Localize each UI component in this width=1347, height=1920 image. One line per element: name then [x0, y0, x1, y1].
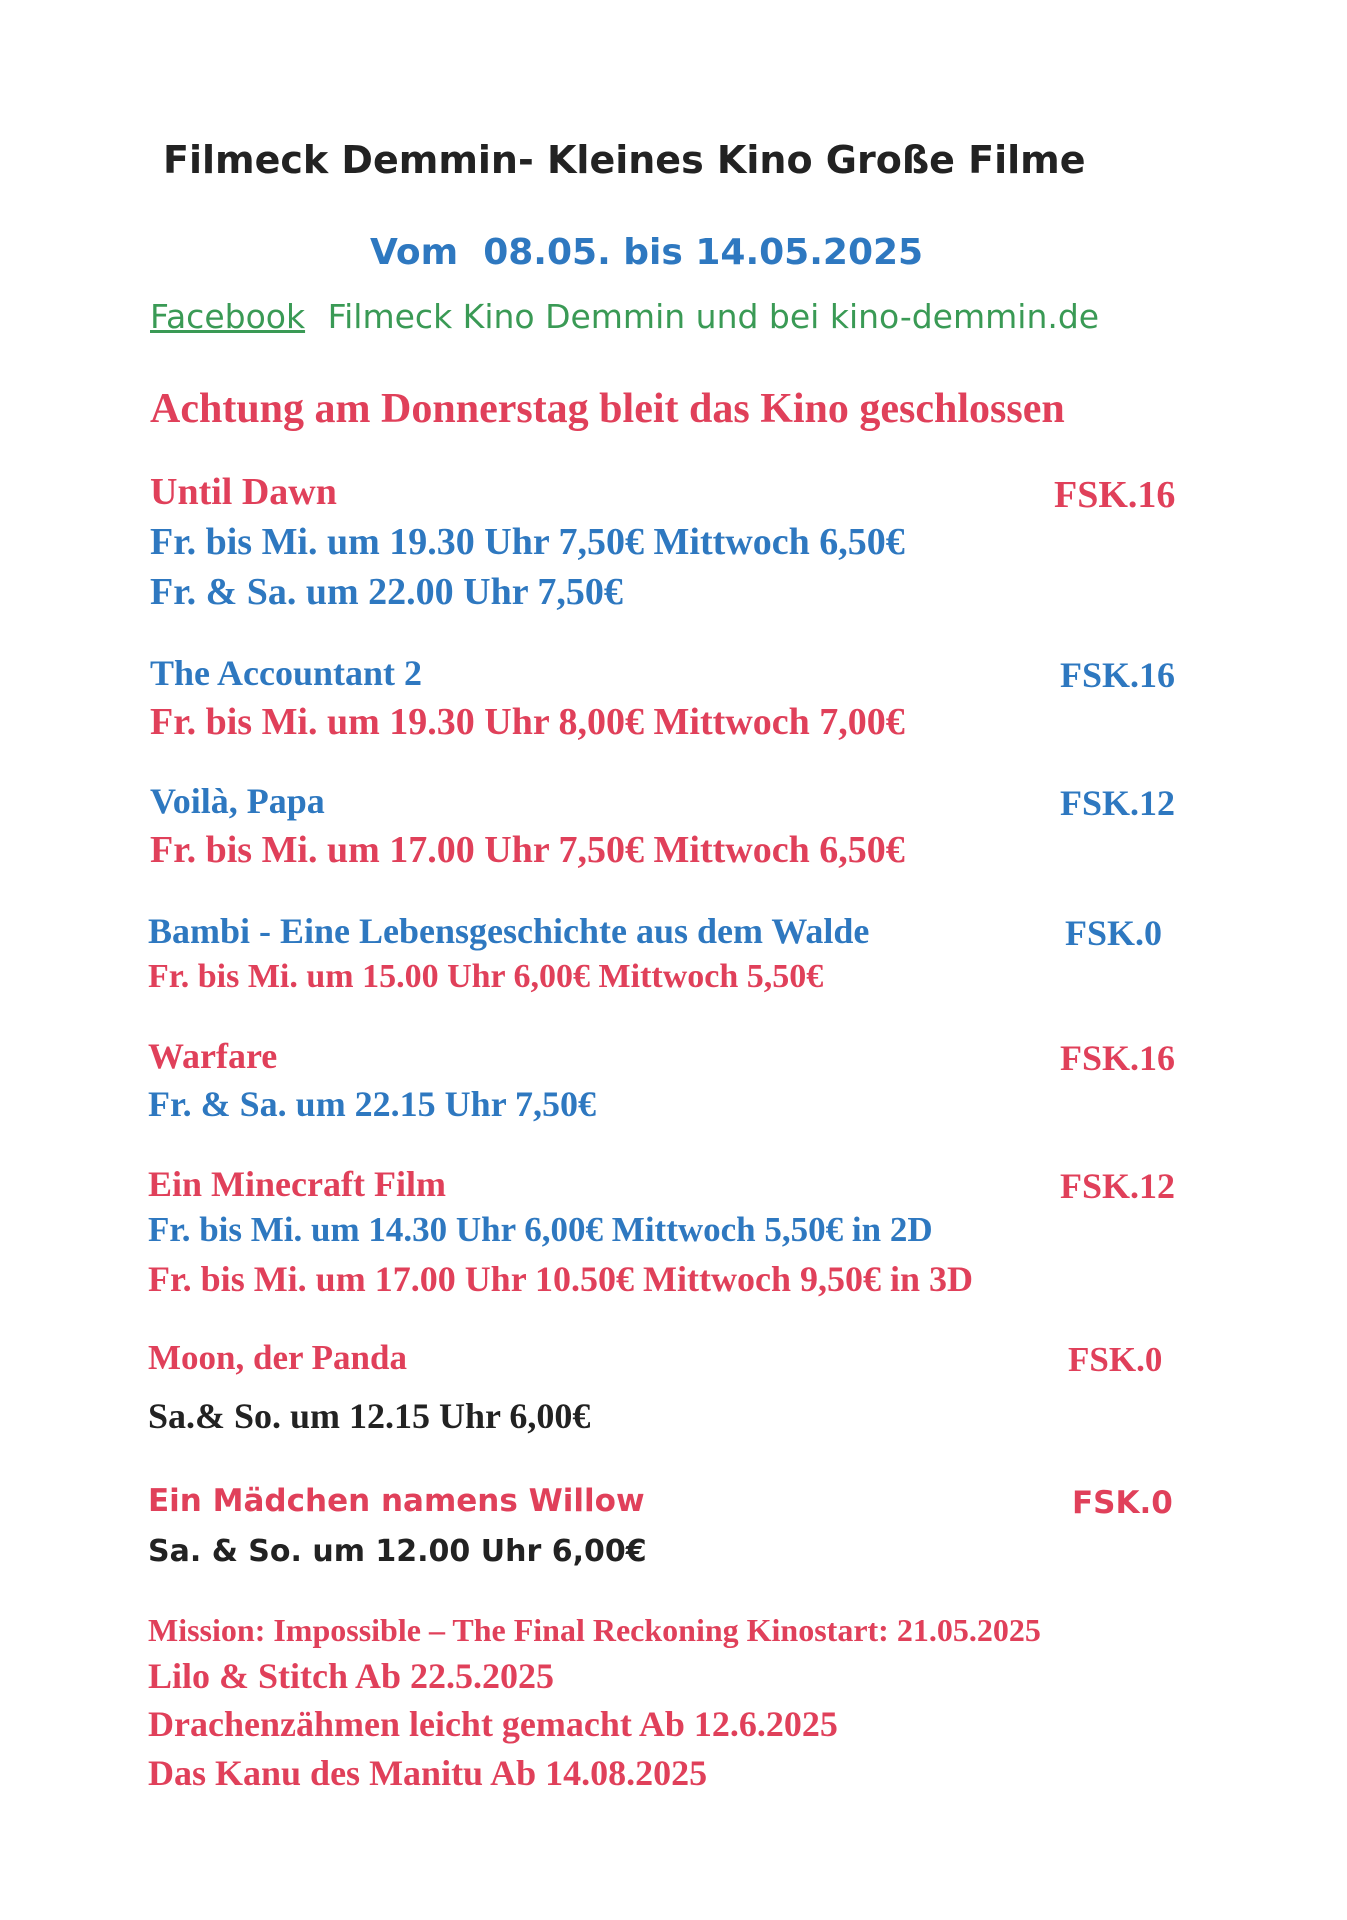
- movie-fsk: FSK.0: [1072, 1485, 1173, 1521]
- movie-fsk: FSK.12: [1060, 783, 1176, 823]
- movie-showtime: Sa.& So. um 12.15 Uhr 6,00€: [148, 1396, 591, 1436]
- movie-title: The Accountant 2: [150, 653, 423, 693]
- facebook-line: [150, 297, 1099, 336]
- movie-title: Ein Mädchen namens Willow: [148, 1483, 645, 1519]
- movie-fsk: FSK.0: [1065, 913, 1163, 953]
- movie-title: Warfare: [148, 1036, 278, 1076]
- movie-title: Voilà, Papa: [150, 781, 325, 821]
- movie-fsk: FSK.16: [1054, 474, 1176, 516]
- movie-title: Until Dawn: [150, 471, 337, 513]
- movie-showtime: Fr. bis Mi. um 19.30 Uhr 8,00€ Mittwoch 7,00€: [150, 701, 905, 743]
- movie-showtime: Sa. & So. um 12.00 Uhr 6,00€: [148, 1534, 647, 1569]
- page-title: Filmeck Demmin- Kleines Kino Große Filme: [163, 138, 1086, 182]
- movie-title: Ein Minecraft Film: [148, 1164, 446, 1204]
- movie-fsk: FSK.16: [1060, 1038, 1176, 1078]
- movie-fsk: FSK.0: [1068, 1340, 1163, 1379]
- movie-showtime: Fr. bis Mi. um 17.00 Uhr 7,50€ Mittwoch 6,50€: [150, 829, 905, 871]
- movie-fsk: FSK.12: [1060, 1166, 1176, 1206]
- movie-fsk: FSK.16: [1060, 655, 1176, 695]
- date-range: Vom 08.05. bis 14.05.2025: [370, 232, 924, 273]
- facebook-link[interactable]: Facebook: [150, 297, 306, 336]
- closed-notice: Achtung am Donnerstag bleit das Kino geschlossen: [150, 386, 1065, 432]
- movie-showtime: Fr. bis Mi. um 19.30 Uhr 7,50€ Mittwoch 6,50€: [150, 521, 905, 563]
- upcoming-item: Drachenzähmen leicht gemacht Ab 12.6.2025: [148, 1704, 838, 1744]
- movie-showtime: Fr. bis Mi. um 15.00 Uhr 6,00€ Mittwoch 5,50€: [148, 958, 824, 995]
- upcoming-item: Mission: Impossible – The Final Reckoning Kinostart: 21.05.2025: [148, 1612, 1041, 1648]
- movie-showtime: Fr. bis Mi. um 14.30 Uhr 6,00€ Mittwoch 5,50€ in 2D: [148, 1210, 933, 1249]
- facebook-text: Filmeck Kino Demmin und bei kino-demmin.de: [327, 297, 1100, 336]
- movie-showtime: Fr. & Sa. um 22.15 Uhr 7,50€: [148, 1084, 597, 1124]
- movie-showtime: Fr. bis Mi. um 17.00 Uhr 10.50€ Mittwoch 9,50€ in 3D: [148, 1259, 974, 1299]
- movie-title: Moon, der Panda: [148, 1338, 407, 1377]
- movie-title: Bambi - Eine Lebensgeschichte aus dem Walde: [148, 911, 870, 951]
- movie-showtime: Fr. & Sa. um 22.00 Uhr 7,50€: [150, 571, 623, 613]
- upcoming-item: Lilo & Stitch Ab 22.5.2025: [148, 1656, 555, 1696]
- upcoming-item: Das Kanu des Manitu Ab 14.08.2025: [148, 1753, 708, 1793]
